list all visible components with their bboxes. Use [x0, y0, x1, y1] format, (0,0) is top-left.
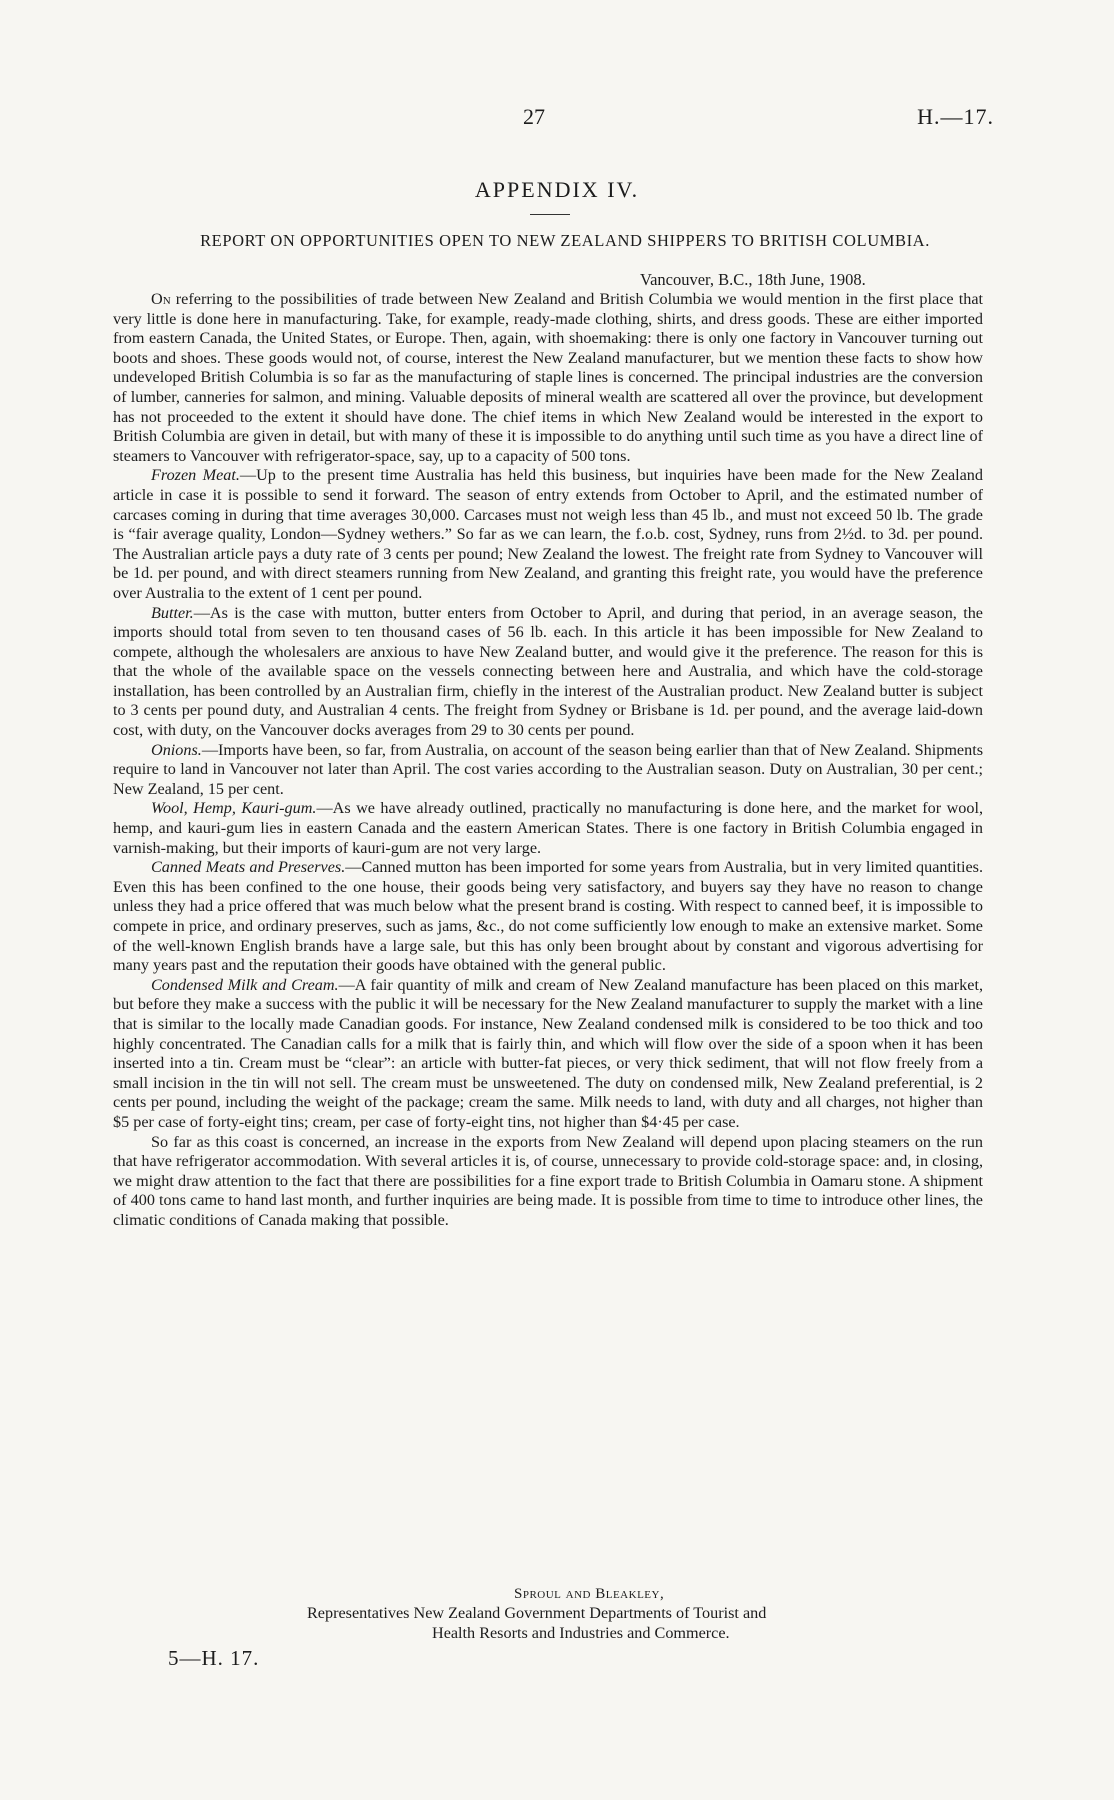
signature-title-line-2: Health Resorts and Industries and Commerce. [432, 1624, 730, 1642]
paragraph-text: —A fair quantity of milk and cream of New Zealand manufacture has been placed on this market, but before they make a success with the public it will be necessary for the New Zealand manufacturer to supply the market with a line that is similar to the locally made Canadian goods. For instance, New Zealand condensed milk is considered to be too thick and too highly concentrated. The Canadian calls for a milk that is fairly thin, and which will flow over the side of a spoon when it has been inserted into a tin. Cream must be “clear”: an article with butter-fat pieces, or very thick sediment, that will not flow freely from a small incision in the tin will not sell. The cream must be unsweetened. The duty on condensed milk, New Zealand preferential, is 2 cents per pound, including the weight of the package; cream the same. Milk needs to land, with duty and all charges, not higher than $5 per case of forty-eight tins; cream, per case of forty-eight tins, not higher than $4·45 per case. [113, 975, 983, 1131]
section-heading: Canned Meats and Preserves. [151, 858, 346, 877]
paragraph-text: referring to the possibilities of trade between New Zealand and British Columbia we would mention in the first place that very little is done here in manufacturing. Take, for example, ready-made clothing, shirts, and dress goods. These are either imported from eastern Canada, the United States, or Europe. Then, again, with shoemaking: there is only one factory in Vancouver turning out boots and shoes. These goods would not, of course, interest the New Zealand manufacturer, but we mention these facts to show how undeveloped British Columbia is so far as the manufacturing of staple lines is concerned. The principal industries are the conversion of lumber, canneries for salmon, and mining. Valuable deposits of mineral wealth are scattered all over the province, but development has not proceeded to the extent it should have done. The chief items in which New Zealand would be interested in the export to British Columbia are given in detail, but with many of these it is impossible to do anything until such time as you have a direct line of steamers to Vancouver with refrigerator-space, say, up to a capacity of 500 tons. [113, 290, 983, 465]
paragraph-condensed-milk [113, 976, 983, 1133]
title-divider [530, 214, 570, 215]
signature-title-line-1: Representatives New Zealand Government Departments of Tourist and [307, 1604, 767, 1622]
paragraph-lead: On [151, 290, 171, 308]
paragraph-text: —Canned mutton has been imported for some years from Australia, but in very limited quantities. Even this has been confined to the one house, their goods being very satisfactory, and buyers say they have no reason to change unless they had a price offered that was much below what the present brand is costing. With respect to canned beef, it is impossible to compete in price, and ordinary preserves, such as jams, &c., do not come sufficiently low enough to make an extensive market. Some of the well-known English brands have a large sale, but this has only been brought about by constant and vigorous advertising for many years past and the reputation their goods have obtained with the general public. [113, 858, 983, 975]
paragraph-text: So far as this coast is concerned, an increase in the exports from New Zealand will depend upon placing steamers on the run that have refrigerator accommodation. With several articles it is, of course, unnecessary to provide cold-storage space: and, in closing, we might draw attention to the fact that there are possibilities for a fine export trade to British Columbia in Oamaru stone. A shipment of 400 tons came to hand last month, and further inquiries are being made. It is possible from time to time to introduce other lines, the climatic conditions of Canada making that possible. [113, 1132, 983, 1229]
paragraph-text: —Imports have been, so far, from Australia, on account of the season being earlier than that of New Zealand. Shipments require to land in Vancouver not later than April. The cost varies according to the Australian season. Duty on Australian, 30 per cent.; New Zealand, 15 per cent. [113, 740, 983, 798]
section-heading: Butter. [151, 603, 194, 622]
report-heading: REPORT ON OPPORTUNITIES OPEN TO NEW ZEALAND SHIPPERS TO BRITISH COLUMBIA. [200, 231, 930, 250]
footer-code: 5—H. 17. [168, 1646, 260, 1670]
paragraph-closing [113, 1133, 983, 1231]
paragraph-frozen-meat [113, 466, 983, 603]
section-heading: Frozen Meat. [151, 466, 240, 485]
appendix-title: APPENDIX IV. [474, 177, 640, 202]
paragraph-wool-hemp [113, 799, 983, 858]
section-heading: Wool, Hemp, Kauri-gum. [151, 799, 317, 818]
paragraph-text: —Up to the present time Australia has held this business, but inquiries have been made for the New Zealand article in case it is possible to send it forward. The season of entry extends from October to April, and the estimated number of carcases coming in during that time averages 30,000. Carcases must not weigh less than 45 lb., and must not exceed 50 lb. The grade is “fair average quality, London—Sydney wethers.” So far as we can learn, the f.o.b. cost, Sydney, runs from 2½d. to 3d. per pound. The Australian article pays a duty rate of 3 cents per pound; New Zealand the lowest. The freight rate from Sydney to Vancouver will be 1d. per pound, and with direct steamers running from New Zealand, and granting this freight rate, you would have the preference over Australia to the extent of 1 cent per pound. [113, 466, 983, 602]
paragraph-intro [113, 290, 983, 466]
paragraph-canned-meats [113, 858, 983, 976]
signature-name: Sproul and Bleakley, [514, 1586, 665, 1602]
paragraph-text: —As is the case with mutton, butter enters from October to April, and during that period, in an average season, the imports should total from seven to ten thousand cases of 56 lb. each. In this article it has been impossible for New Zealand to compete, although the wholesalers are anxious to have New Zealand butter, and would give it the preference. The reason for this is that the whole of the available space on the vessels connecting between here and Australia, and which have the cold-storage installation, has been controlled by an Australian firm, chiefly in the interest of the Australian product. New Zealand butter is subject to 3 cents per pound duty, and Australian 4 cents. The freight from Sydney or Brisbane is 1d. per pound, and the average laid-down cost, with duty, on the Vancouver docks averages from 29 to 30 cents per pound. [113, 603, 983, 740]
section-heading: Condensed Milk and Cream. [151, 975, 339, 994]
paragraph-butter [113, 604, 983, 741]
paragraph-text: —As we have already outlined, practically no manufacturing is done here, and the market for wool, hemp, and kauri-gum lies in eastern Canada and the eastern American States. There is one factory in British Columbia engaged in varnish-making, but their imports of kauri-gum are not very large. [113, 799, 983, 857]
section-heading: Onions. [151, 740, 202, 759]
dateline: Vancouver, B.C., 18th June, 1908. [640, 270, 866, 289]
paragraph-onions [113, 741, 983, 800]
document-code: H.—17. [917, 104, 994, 129]
page-number: 27 [523, 104, 545, 129]
report-body [113, 290, 983, 1231]
